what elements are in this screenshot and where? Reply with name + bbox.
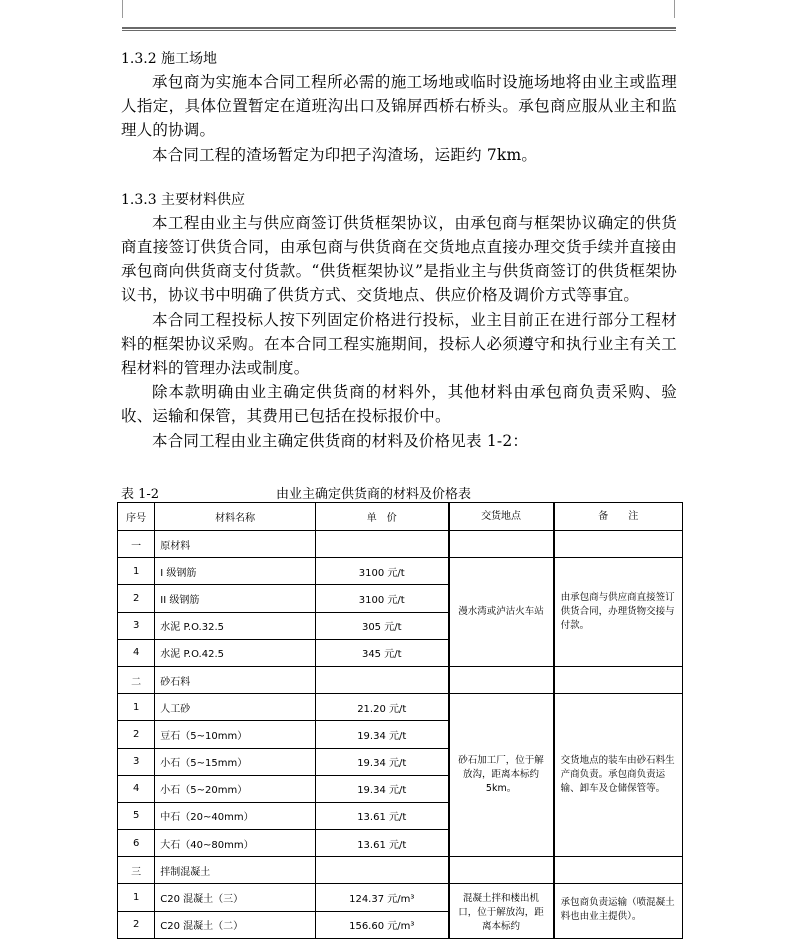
row-no: 1 bbox=[118, 884, 155, 911]
row-price: 3100 元/t bbox=[315, 585, 448, 612]
table-number: 表 1-2 bbox=[121, 487, 160, 502]
row-no: 5 bbox=[118, 802, 155, 829]
row-price: 305 元/t bbox=[315, 612, 448, 639]
section-title: 施工场地 bbox=[161, 51, 217, 67]
delivery-location: 混凝土拌和楼出机口，位于解放沟，距离本标约 bbox=[449, 884, 554, 938]
delivery-location: 漫水湾或泸沽火车站 bbox=[449, 558, 554, 667]
row-price: 19.34 元/t bbox=[315, 721, 448, 748]
row-price: 13.61 元/t bbox=[315, 802, 448, 829]
row-no: 3 bbox=[118, 612, 155, 639]
page-margin-right-marker bbox=[674, 0, 675, 18]
table-caption bbox=[121, 483, 677, 501]
document-body bbox=[121, 48, 677, 453]
paragraph: 除本款明确由业主确定供货商的材料外，其他材料由承包商负责采购、验收、运输和保管，其费用已包括在投标报价中。 bbox=[121, 383, 677, 426]
header-note: 备 注 bbox=[554, 503, 683, 531]
section-number: 1.3.2 bbox=[121, 51, 157, 67]
row-no: 4 bbox=[118, 775, 155, 802]
group-no: 三 bbox=[118, 857, 155, 884]
row-price: 13.61 元/t bbox=[315, 830, 448, 857]
remark: 由承包商与供应商直接签订供货合同，办理货物交接与付款。 bbox=[554, 558, 683, 667]
row-price: 3100 元/t bbox=[315, 558, 448, 585]
header-location: 交货地点 bbox=[449, 503, 554, 531]
paragraph: 本合同工程投标人按下列固定价格进行投标，业主目前正在进行部分工程材料的框架协议采购。在本合同工程实施期间，投标人必须遵守和执行业主有关工程材料的管理办法或制度。 bbox=[121, 310, 677, 378]
row-name: C20 混凝土（三） bbox=[155, 884, 316, 911]
section-heading-1-3-3 bbox=[121, 189, 677, 211]
row-no: 2 bbox=[118, 585, 155, 612]
delivery-location: 砂石加工厂，位于解放沟，距离本标约 5km。 bbox=[449, 694, 554, 857]
row-name: 人工砂 bbox=[155, 694, 316, 721]
row-name: 水泥 P.O.42.5 bbox=[155, 639, 316, 666]
row-name: 小石（5~15mm） bbox=[155, 748, 316, 775]
group-no: 二 bbox=[118, 666, 155, 693]
paragraph: 承包商为实施本合同工程所必需的施工场地或临时设施场地将由业主或监理人指定，具体位置暂定在道班沟出口及锦屏西桥右桥头。承包商应服从业主和监理人的协调。 bbox=[121, 73, 677, 140]
table-title: 由业主确定供货商的材料及价格表 bbox=[276, 487, 472, 502]
group-name: 拌制混凝土 bbox=[155, 857, 316, 884]
row-price: 19.34 元/t bbox=[315, 775, 448, 802]
group-name: 砂石料 bbox=[155, 666, 316, 693]
header-price: 单 价 bbox=[315, 503, 448, 531]
section-number: 1.3.3 bbox=[121, 191, 157, 208]
row-no: 4 bbox=[118, 639, 155, 666]
row-no: 6 bbox=[118, 830, 155, 857]
table-row bbox=[118, 884, 683, 911]
row-no: 1 bbox=[118, 558, 155, 585]
row-name: C20 混凝土（二） bbox=[155, 911, 316, 938]
group-name: 原材料 bbox=[155, 531, 316, 558]
row-price: 345 元/t bbox=[315, 639, 448, 666]
section-heading-1-3-2 bbox=[121, 48, 677, 70]
table-group-row bbox=[118, 857, 683, 884]
table-row bbox=[118, 694, 683, 721]
row-price: 19.34 元/t bbox=[315, 748, 448, 775]
paragraph: 本合同工程的渣场暂定为印把子沟渣场，运距约 7km。 bbox=[152, 145, 538, 164]
table-group-row bbox=[118, 666, 683, 693]
row-name: 水泥 P.O.32.5 bbox=[155, 612, 316, 639]
paragraph: 本合同工程由业主确定供货商的材料及价格见表 1-2： bbox=[152, 431, 529, 450]
remark: 承包商负责运输（喷混凝土料也由业主提供）。 bbox=[554, 884, 683, 938]
row-price: 156.60 元/m³ bbox=[315, 911, 448, 938]
table-row bbox=[118, 558, 683, 585]
row-price: 124.37 元/m³ bbox=[315, 884, 448, 911]
remark: 交货地点的装车由砂石料生产商负责。承包商负责运输、卸车及仓储保管等。 bbox=[554, 694, 683, 857]
page-margin-left-marker bbox=[122, 0, 123, 18]
table-header-row bbox=[118, 503, 683, 531]
header-rule bbox=[122, 27, 676, 31]
paragraph: 本工程由业主与供应商签订供货框架协议，由承包商与框架协议确定的供货商直接签订供货合同，由承包商与供货商在交货地点直接办理交货手续并直接由承包商向供货商支付货款。“供货框架协议”是指业主与供货商签订的供货框架协议书，协议书中明确了供货方式、交货地点、供应价格及调价方式等事宜。 bbox=[121, 213, 677, 305]
row-name: 小石（5~20mm） bbox=[155, 775, 316, 802]
row-name: II 级钢筋 bbox=[155, 585, 316, 612]
row-name: I 级钢筋 bbox=[155, 558, 316, 585]
row-no: 2 bbox=[118, 721, 155, 748]
header-name: 材料名称 bbox=[155, 503, 316, 531]
row-no: 3 bbox=[118, 748, 155, 775]
row-no: 1 bbox=[118, 694, 155, 721]
group-no: 一 bbox=[118, 531, 155, 558]
section-title: 主要材料供应 bbox=[161, 191, 245, 208]
materials-price-table bbox=[117, 502, 683, 939]
row-name: 大石（40~80mm） bbox=[155, 830, 316, 857]
row-no: 2 bbox=[118, 911, 155, 938]
row-price: 21.20 元/t bbox=[315, 694, 448, 721]
row-name: 豆石（5~10mm） bbox=[155, 721, 316, 748]
header-no: 序号 bbox=[118, 503, 155, 531]
table-group-row bbox=[118, 531, 683, 558]
row-name: 中石（20~40mm） bbox=[155, 802, 316, 829]
